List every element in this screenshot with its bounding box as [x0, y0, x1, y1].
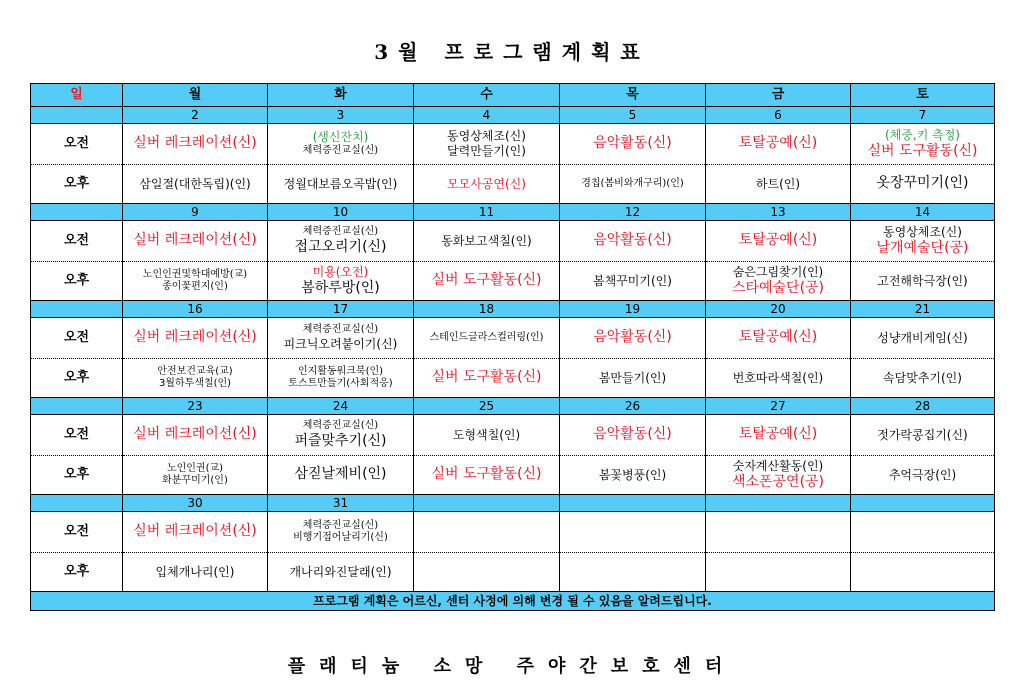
activity-line: 개나리와진달래(인) — [289, 564, 392, 579]
date-cell — [706, 495, 851, 512]
activity-line: 음악활동(신) — [593, 426, 672, 443]
activity-cell — [123, 262, 268, 301]
activity-line: 비행기접어날리기(신) — [293, 532, 388, 543]
date-cell: 9 — [123, 204, 268, 221]
activity-line: 삼짇날제비(인) — [294, 466, 387, 483]
activity-line: 입체개나리(인) — [155, 564, 235, 579]
period-label-pm: 오후 — [31, 262, 123, 301]
activity-cell — [851, 512, 995, 553]
date-cell: 3 — [268, 107, 414, 124]
activity-cell — [123, 456, 268, 495]
activity-line: 젓가락콩집기(신) — [877, 427, 968, 442]
page-title: 3월 프로그램계획표 — [374, 40, 650, 64]
activity-line: 안전보건교육(교) — [157, 365, 233, 377]
period-label-am: 오전 — [31, 124, 123, 165]
activity-line: 체력증진교실(신) — [302, 324, 379, 336]
activity-cell — [706, 359, 851, 398]
activity-line: 스타예술단(공) — [731, 279, 825, 296]
date-cell: 18 — [414, 301, 560, 318]
activity-line: 정월대보름오곡밥(인) — [283, 176, 398, 191]
date-row — [31, 107, 995, 124]
activity-cell — [706, 553, 851, 592]
date-cell — [31, 398, 123, 415]
date-cell: 11 — [414, 204, 560, 221]
pm-row — [31, 456, 995, 495]
activity-cell — [851, 553, 995, 592]
activity-line: 날개예술단(공) — [876, 239, 969, 256]
activity-cell — [123, 512, 268, 553]
am-row — [31, 318, 995, 359]
activity-line: 봄만들기(인) — [598, 370, 667, 385]
activity-cell — [851, 359, 995, 398]
date-cell — [851, 495, 995, 512]
activity-cell — [706, 124, 851, 165]
date-cell: 27 — [706, 398, 851, 415]
activity-cell — [414, 512, 560, 553]
activity-cell — [414, 124, 560, 165]
activity-line: 실버 레크레이션(신) — [133, 232, 257, 249]
activity-cell — [123, 124, 268, 165]
date-cell: 28 — [851, 398, 995, 415]
notice-row — [31, 592, 995, 611]
activity-cell — [268, 415, 414, 456]
date-cell: 19 — [560, 301, 706, 318]
activity-line: 스테인드글라스컬러링(인) — [429, 331, 544, 343]
weekday-header-row — [31, 84, 995, 107]
activity-line: 봄하루방(인) — [301, 279, 380, 296]
activity-line: 노인인권(교) — [166, 462, 224, 474]
activity-line: 3월하투색칠(인) — [158, 378, 232, 389]
activity-line: 체력증진교실(신) — [302, 519, 379, 531]
activity-line: 토탈공예(신) — [738, 232, 818, 249]
activity-line: 실버 도구활동(신) — [431, 369, 542, 386]
activity-cell — [268, 165, 414, 204]
period-label-pm: 오후 — [31, 359, 123, 398]
activity-cell — [414, 262, 560, 301]
activity-line: 동영상체조(신) — [883, 224, 962, 239]
activity-line: 실버 레크레이션(신) — [133, 523, 257, 540]
date-row — [31, 301, 995, 318]
am-row — [31, 415, 995, 456]
activity-cell — [123, 165, 268, 204]
date-cell — [31, 495, 123, 512]
activity-cell — [706, 318, 851, 359]
activity-cell — [414, 318, 560, 359]
activity-cell — [123, 359, 268, 398]
activity-line: 토스트만들기(사회적응) — [288, 378, 393, 389]
activity-line: 노인인권및학대예방(교) — [142, 268, 248, 280]
activity-cell — [706, 415, 851, 456]
activity-line: 인지활동워크북(인) — [297, 365, 384, 377]
activity-cell — [268, 124, 414, 165]
activity-line: 화분꾸미기(인) — [162, 475, 228, 486]
date-cell: 7 — [851, 107, 995, 124]
period-label-pm: 오후 — [31, 456, 123, 495]
date-row — [31, 398, 995, 415]
activity-cell — [851, 165, 995, 204]
activity-cell — [268, 512, 414, 553]
activity-line: 음악활동(신) — [593, 135, 672, 152]
date-cell: 13 — [706, 204, 851, 221]
weekday-wed: 수 — [414, 84, 560, 107]
date-cell: 12 — [560, 204, 706, 221]
activity-cell — [560, 165, 706, 204]
activity-line: 퍼즐맞추기(신) — [294, 432, 387, 449]
activity-line: 체력증진교실(신) — [302, 145, 379, 157]
date-cell — [31, 204, 123, 221]
weekday-sat: 토 — [851, 84, 995, 107]
activity-cell — [706, 512, 851, 553]
date-cell: 31 — [268, 495, 414, 512]
center-name: 플래티늄 소망 주야간보호센터 — [287, 656, 737, 677]
activity-line: 피크닉오려붙이기(신) — [283, 336, 398, 351]
activity-line: 미용(오전) — [312, 264, 369, 279]
activity-line: 추억극장(인) — [888, 467, 957, 482]
activity-cell — [706, 221, 851, 262]
activity-line: 체력증진교실(신) — [302, 226, 379, 237]
activity-cell — [560, 124, 706, 165]
activity-line: 접고오리기(신) — [294, 238, 387, 255]
date-cell: 4 — [414, 107, 560, 124]
activity-line: 실버 레크레이션(신) — [133, 329, 257, 346]
activity-line: 음악활동(신) — [593, 232, 672, 249]
date-cell: 21 — [851, 301, 995, 318]
schedule-table — [30, 83, 995, 611]
pm-row — [31, 262, 995, 301]
activity-cell — [123, 221, 268, 262]
date-cell: 5 — [560, 107, 706, 124]
activity-line: 실버 레크레이션(신) — [133, 426, 257, 443]
activity-line: 경칩(봄비와개구리)(인) — [581, 177, 684, 189]
activity-line: 모모사공연(신) — [447, 176, 526, 191]
period-label-pm: 오후 — [31, 553, 123, 592]
notice-text: 프로그램 계획은 어르신, 센터 사정에 의해 변경 될 수 있음을 알려드립니다. — [31, 592, 995, 611]
activity-cell — [706, 165, 851, 204]
pm-row — [31, 165, 995, 204]
activity-cell — [414, 221, 560, 262]
activity-line: 토탈공예(신) — [738, 135, 818, 152]
date-cell: 10 — [268, 204, 414, 221]
period-label-am: 오전 — [31, 512, 123, 553]
date-cell — [31, 301, 123, 318]
weekday-fri: 금 — [706, 84, 851, 107]
activity-cell — [851, 124, 995, 165]
activity-cell — [560, 221, 706, 262]
activity-cell — [268, 318, 414, 359]
activity-line: 숨은그림찾기(인) — [732, 264, 824, 279]
activity-cell — [414, 165, 560, 204]
weekday-tue: 화 — [268, 84, 414, 107]
weekday-thu: 목 — [560, 84, 706, 107]
date-row — [31, 204, 995, 221]
activity-line: 옷장꾸미기(인) — [876, 175, 969, 192]
activity-line: 고전해학극장(인) — [877, 273, 968, 288]
date-cell: 17 — [268, 301, 414, 318]
activity-line: 삼일절(대한독립)(인) — [139, 176, 251, 191]
date-cell: 23 — [123, 398, 268, 415]
date-cell: 2 — [123, 107, 268, 124]
activity-cell — [123, 415, 268, 456]
activity-cell — [851, 262, 995, 301]
activity-cell — [414, 456, 560, 495]
am-row — [31, 221, 995, 262]
date-row — [31, 495, 995, 512]
activity-cell — [268, 553, 414, 592]
date-cell: 20 — [706, 301, 851, 318]
activity-line: 색소폰공연(공) — [731, 473, 825, 490]
activity-cell — [414, 359, 560, 398]
date-cell — [414, 495, 560, 512]
activity-line: 숫자계산활동(인) — [732, 458, 824, 473]
activity-line: 실버 도구활동(신) — [431, 466, 542, 483]
period-label-pm: 오후 — [31, 165, 123, 204]
activity-cell — [268, 359, 414, 398]
activity-cell — [268, 221, 414, 262]
period-label-am: 오전 — [31, 318, 123, 359]
activity-line: 토탈공예(신) — [738, 329, 818, 346]
activity-line: 실버 도구활동(신) — [431, 272, 542, 289]
activity-line: 동화보고색칠(인) — [441, 233, 532, 248]
activity-cell — [560, 359, 706, 398]
activity-line: 봄책꾸미기(인) — [593, 273, 672, 288]
activity-cell — [851, 456, 995, 495]
pm-row — [31, 553, 995, 592]
activity-cell — [851, 318, 995, 359]
activity-line: 실버 도구활동(신) — [867, 142, 978, 159]
date-cell: 26 — [560, 398, 706, 415]
activity-line: 토탈공예(신) — [738, 426, 818, 443]
date-cell: 16 — [123, 301, 268, 318]
activity-line: 도형색칠(인) — [452, 427, 521, 442]
date-cell: 14 — [851, 204, 995, 221]
activity-cell — [268, 456, 414, 495]
date-cell — [560, 495, 706, 512]
activity-cell — [123, 318, 268, 359]
activity-line: 속담맞추기(인) — [883, 370, 962, 385]
date-cell: 24 — [268, 398, 414, 415]
weekday-sun: 일 — [31, 84, 123, 107]
activity-cell — [851, 221, 995, 262]
activity-cell — [706, 456, 851, 495]
date-cell: 25 — [414, 398, 560, 415]
activity-line: 체력증진교실(신) — [302, 420, 379, 431]
pm-row — [31, 359, 995, 398]
activity-cell — [414, 553, 560, 592]
date-cell: 6 — [706, 107, 851, 124]
activity-cell — [560, 318, 706, 359]
activity-cell — [851, 415, 995, 456]
period-label-am: 오전 — [31, 415, 123, 456]
activity-line: 종이꽃편지(인) — [162, 281, 228, 292]
activity-line: 봄꽃병풍(인) — [598, 467, 667, 482]
weekday-mon: 월 — [123, 84, 268, 107]
activity-cell — [414, 415, 560, 456]
activity-line: 번호따라색칠(인) — [732, 370, 824, 385]
activity-line: 달력만들기(인) — [447, 144, 526, 158]
activity-line: 음악활동(신) — [593, 329, 672, 346]
activity-line: 하트(인) — [755, 176, 801, 191]
date-cell: 30 — [123, 495, 268, 512]
activity-cell — [706, 262, 851, 301]
activity-cell — [123, 553, 268, 592]
activity-cell — [560, 512, 706, 553]
activity-line: 실버 레크레이션(신) — [133, 135, 257, 152]
activity-cell — [268, 262, 414, 301]
activity-line: (체중,키 측정) — [885, 127, 960, 142]
activity-line: 성냥개비게임(신) — [877, 330, 968, 345]
am-row — [31, 512, 995, 553]
activity-cell — [560, 262, 706, 301]
period-label-am: 오전 — [31, 221, 123, 262]
date-cell — [31, 107, 123, 124]
am-row — [31, 124, 995, 165]
activity-cell — [560, 456, 706, 495]
activity-line: (생신잔치) — [312, 130, 369, 145]
activity-cell — [560, 553, 706, 592]
activity-line: 동영상체조(신) — [447, 129, 526, 143]
activity-cell — [560, 415, 706, 456]
